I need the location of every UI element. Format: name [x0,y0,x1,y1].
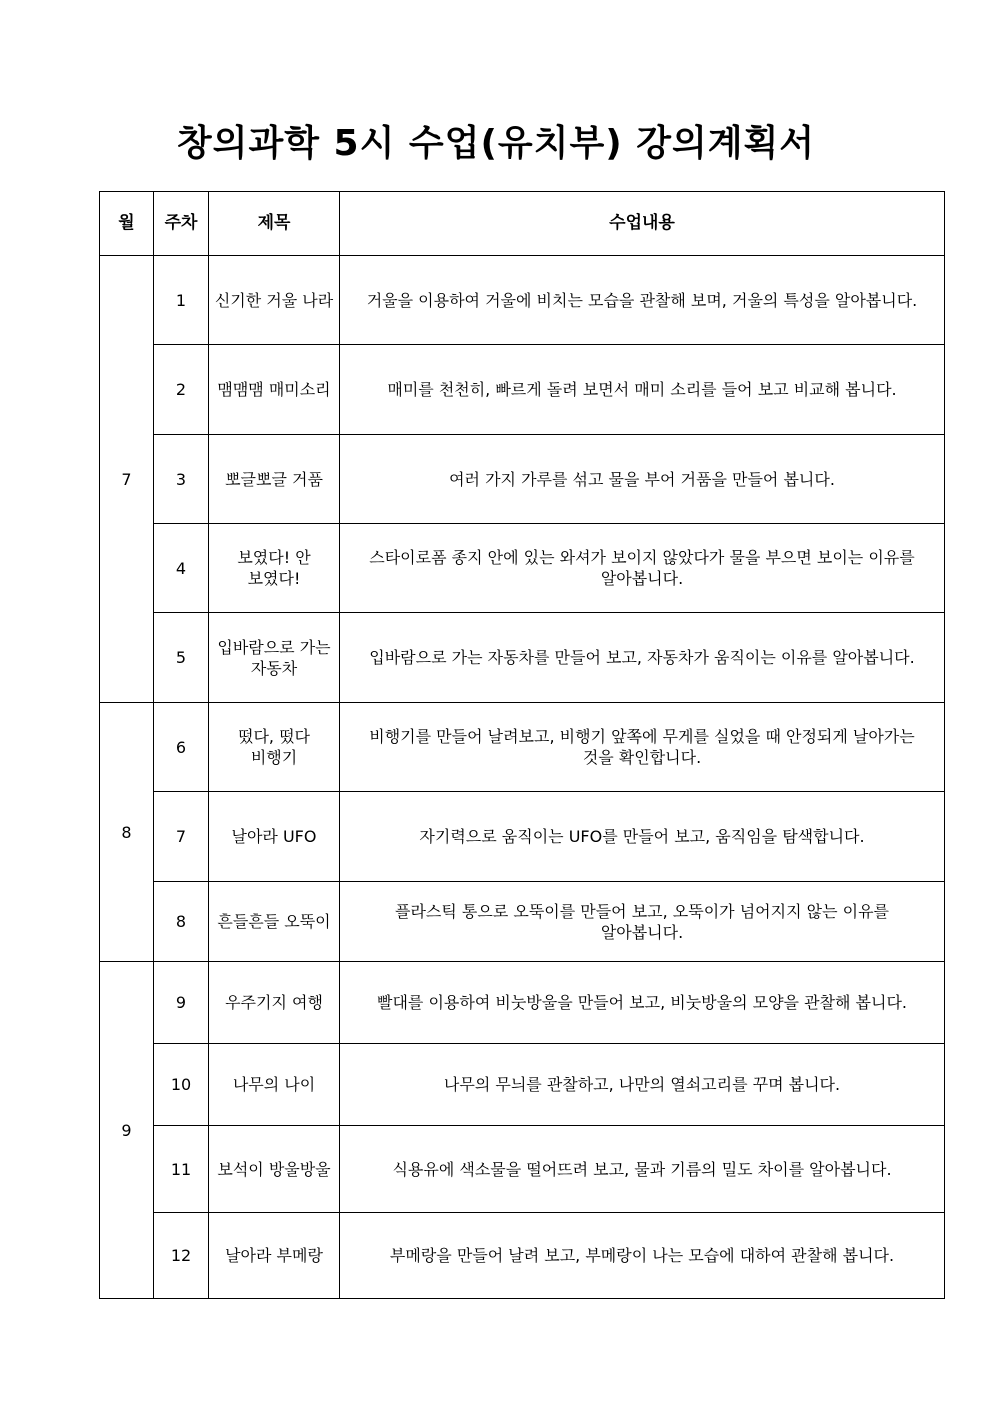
content-cell: 입바람으로 가는 자동차를 만들어 보고, 자동차가 움직이는 이유를 알아봅니다. [340,613,945,703]
week-cell: 12 [154,1213,209,1299]
content-cell: 자기력으로 움직이는 UFO를 만들어 보고, 움직임을 탐색합니다. [340,792,945,882]
month-cell: 9 [100,962,154,1299]
header-month: 월 [100,192,154,256]
table-row [100,524,945,613]
week-cell: 8 [154,882,209,962]
week-cell: 5 [154,613,209,703]
table-row [100,613,945,703]
subject-cell: 흔들흔들 오뚝이 [209,882,340,962]
subject-cell: 맴맴맴 매미소리 [209,345,340,435]
subject-cell: 우주기지 여행 [209,962,340,1044]
table-row [100,1126,945,1213]
content-cell: 빨대를 이용하여 비눗방울을 만들어 보고, 비눗방울의 모양을 관찰해 봅니다. [340,962,945,1044]
content-cell: 스타이로폼 종지 안에 있는 와셔가 보이지 않았다가 물을 부으면 보이는 이유를 알아봅니다. [340,524,945,613]
week-cell: 10 [154,1044,209,1126]
subject-cell: 나무의 나이 [209,1044,340,1126]
subject-cell: 보였다! 안 보였다! [209,524,340,613]
content-cell: 여러 가지 가루를 섞고 물을 부어 거품을 만들어 봅니다. [340,435,945,524]
table-row [100,882,945,962]
table-row [100,256,945,345]
table-row [100,792,945,882]
week-cell: 2 [154,345,209,435]
table-row [100,1213,945,1299]
subject-cell: 입바람으로 가는 자동차 [209,613,340,703]
content-cell: 거울을 이용하여 거울에 비치는 모습을 관찰해 보며, 거울의 특성을 알아봅니다. [340,256,945,345]
subject-cell: 보석이 방울방울 [209,1126,340,1213]
table-header-row [100,192,945,256]
week-cell: 7 [154,792,209,882]
table-row [100,345,945,435]
week-cell: 1 [154,256,209,345]
header-week: 주차 [154,192,209,256]
month-cell: 7 [100,256,154,703]
subject-cell: 신기한 거울 나라 [209,256,340,345]
week-cell: 9 [154,962,209,1044]
table-row [100,962,945,1044]
table-row [100,1044,945,1126]
content-cell: 비행기를 만들어 날려보고, 비행기 앞쪽에 무게를 실었을 때 안정되게 날아가는 것을 확인합니다. [340,703,945,792]
week-cell: 4 [154,524,209,613]
header-subject: 제목 [209,192,340,256]
content-cell: 매미를 천천히, 빠르게 돌려 보면서 매미 소리를 들어 보고 비교해 봅니다. [340,345,945,435]
table-row [100,703,945,792]
header-content: 수업내용 [340,192,945,256]
content-cell: 부메랑을 만들어 날려 보고, 부메랑이 나는 모습에 대하여 관찰해 봅니다. [340,1213,945,1299]
lesson-plan-table [99,191,945,1299]
content-cell: 나무의 무늬를 관찰하고, 나만의 열쇠고리를 꾸며 봅니다. [340,1044,945,1126]
document-title: 창의과학 5시 수업(유치부) 강의계획서 [176,123,816,164]
subject-cell: 떴다, 떴다 비행기 [209,703,340,792]
table-row [100,435,945,524]
week-cell: 3 [154,435,209,524]
subject-cell: 뽀글뽀글 거품 [209,435,340,524]
month-cell: 8 [100,703,154,962]
content-cell: 식용유에 색소물을 떨어뜨려 보고, 물과 기름의 밀도 차이를 알아봅니다. [340,1126,945,1213]
content-cell: 플라스틱 통으로 오뚝이를 만들어 보고, 오뚝이가 넘어지지 않는 이유를 알아봅니다. [340,882,945,962]
subject-cell: 날아라 UFO [209,792,340,882]
subject-cell: 날아라 부메랑 [209,1213,340,1299]
week-cell: 6 [154,703,209,792]
week-cell: 11 [154,1126,209,1213]
